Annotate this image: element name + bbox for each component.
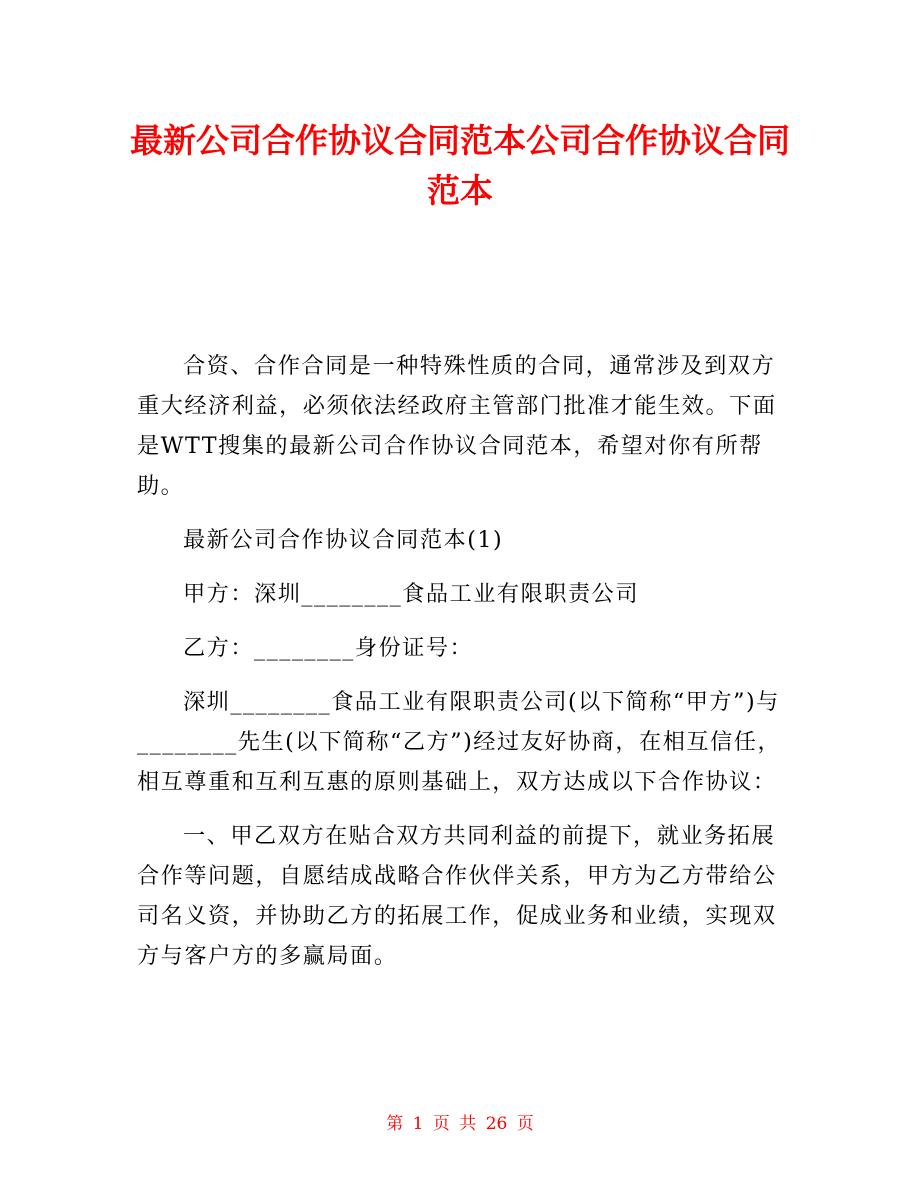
section-heading: 最新公司合作协议合同范本(1) — [183, 527, 504, 553]
document-title — [120, 116, 800, 216]
title-line-1: 最新公司合作协议合同范本公司合作协议合同 — [130, 121, 790, 160]
page-footer: 第 1 页 共 26 页 — [386, 1114, 534, 1134]
intro-paragraph: 合资、合作合同是一种特殊性质的合同，通常涉及到双方重大经济利益，必须依法经政府主管部门批准才能生效。下面是WTT搜集的最新公司合作协议合同范本，希望对你有所帮助。 — [137, 353, 777, 499]
clause-one: 一、甲乙双方在贴合双方共同利益的前提下，就业务拓展合作等问题，自愿结成战略合作伙伴关系，甲方为乙方带给公司名义资，并协助乙方的拓展工作，促成业务和业绩，实现双方与客户方的多赢局面。 — [137, 823, 777, 969]
party-a-line: 甲方：深圳________食品工业有限职责公司 — [183, 581, 640, 607]
document-body — [137, 346, 783, 976]
title-line-2: 范本 — [427, 171, 493, 210]
agreement-preamble: 深圳________食品工业有限职责公司(以下简称“甲方”)与________先生(以下简称“乙方”)经过友好协商，在相互信任，相互尊重和互利互惠的原则基础上，双方达成以下合作协议： — [137, 689, 782, 795]
party-b-line: 乙方：________身份证号： — [183, 635, 474, 661]
